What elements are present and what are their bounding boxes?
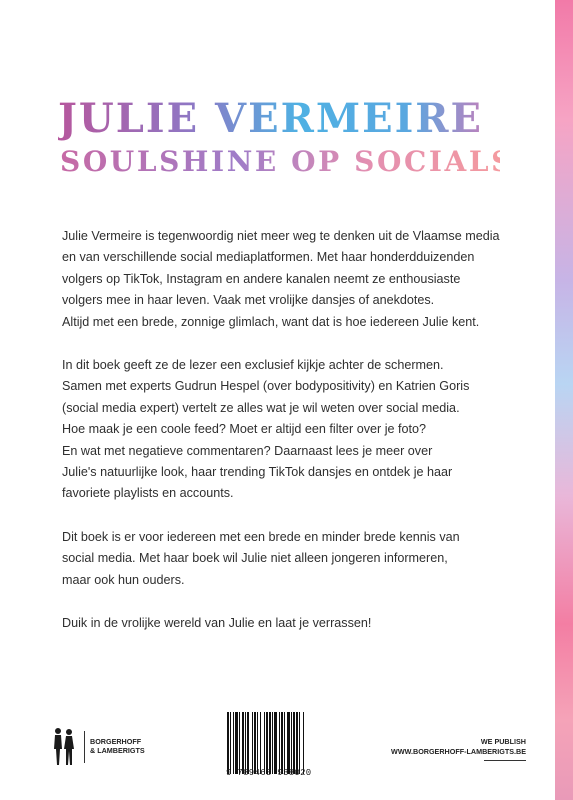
publisher-website[interactable]: WWW.BORGERHOFF-LAMBERIGTS.BE — [391, 746, 526, 756]
spine-gradient-strip — [555, 0, 573, 800]
walking-figures-logo-icon — [50, 727, 78, 767]
ean-barcode-icon — [226, 712, 333, 774]
barcode-number: 9 789463 938020 — [226, 768, 312, 778]
publisher-name: BORGERHOFF & LAMBERIGTS — [90, 737, 145, 755]
blurb-paragraph-3: Dit boek is er voor iedereen met een brede en minder brede kennis van social media. Met haar boek wil Julie niet alleen jongeren informeren, maar ook hun ouders. — [62, 529, 460, 587]
blurb-paragraph-1: Julie Vermeire is tegenwoordig niet meer weg te denken uit de Vlaamse media en van verschillende social mediaplatformen. Met haar honderdduizenden volgers op TikTok, Instagram en andere kanalen neemt ze enthousiaste volgers mee in haar leven. Vaak met vrolijke dansjes of anekdotes. Altijd met een brede, zonnige glimlach, want dat is hoe iedereen Julie kent. — [62, 229, 500, 329]
blurb-paragraph-2: In dit boek geeft ze de lezer een exclusief kijkje achter de schermen. Samen met experts Gudrun Hespel (over bodypositivity) en Katrien Goris (social media expert) vertelt ze alles wat je wil weten over social media. Hoe maak je een coole feed? Moet er altijd een filter over je foto? En wat met negatieve commentaren? Daarnaast lees je meer over Julie's natuurlijke look, haar trending TikTok dansjes en ontdek je haar favoriete playlists en accounts. — [62, 358, 470, 501]
book-subtitle: SOULSHINE OP SOCIALS — [60, 145, 514, 178]
book-title: JULIE VERMEIRE — [58, 96, 498, 142]
publisher-web-block — [391, 737, 526, 756]
web-underline — [484, 760, 526, 761]
blurb-text — [62, 226, 532, 657]
publisher-slogan: WE PUBLISH — [480, 737, 526, 746]
blurb-paragraph-4: Duik in de vrolijke wereld van Julie en laat je verrassen! — [62, 616, 372, 631]
logo-separator — [84, 731, 85, 763]
